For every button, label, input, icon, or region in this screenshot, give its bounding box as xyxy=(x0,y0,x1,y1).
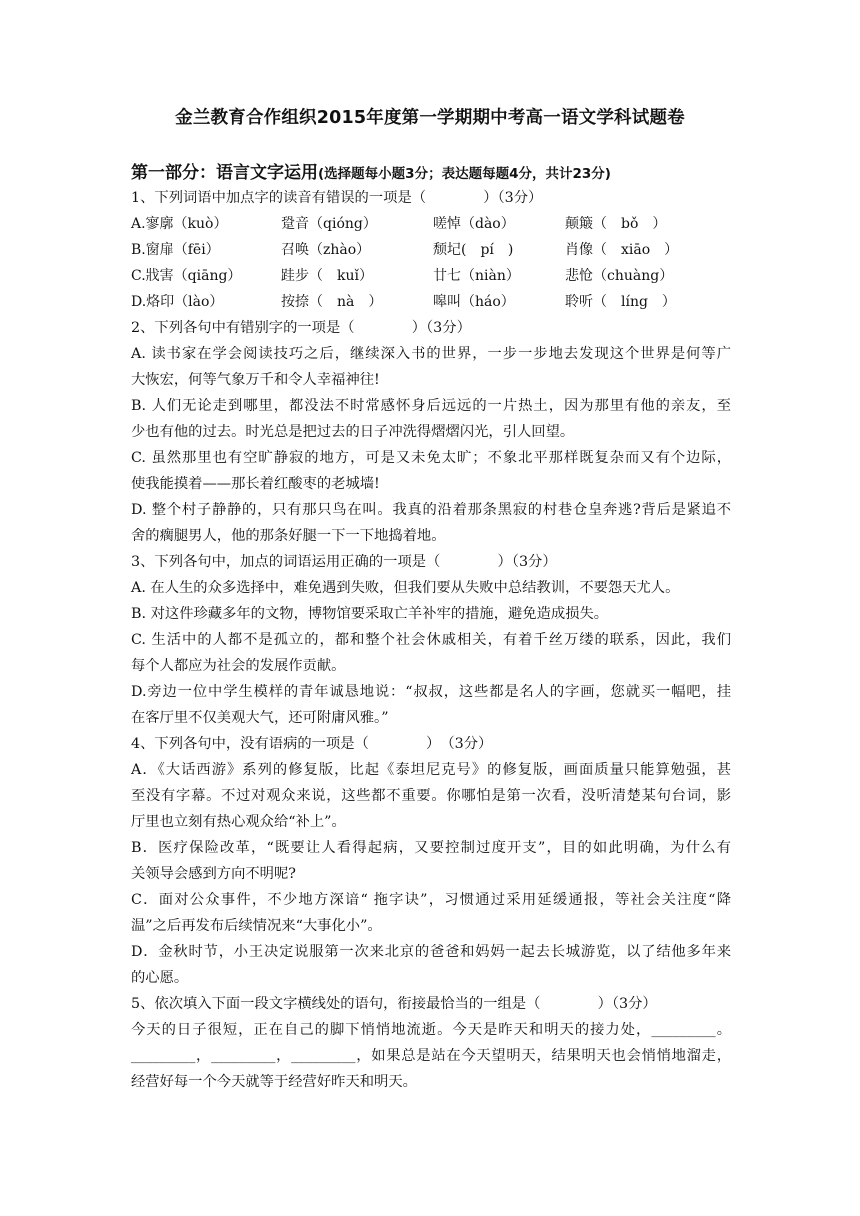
question-1-option-d xyxy=(131,289,731,315)
question-1-stem: 1、下列词语中加点字的读音有错误的一项是（ ）（3分） xyxy=(131,190,543,206)
option-item: 召唤（zhào） xyxy=(281,242,371,258)
option-item: 嗥叫（háo） xyxy=(433,294,515,310)
question-3-option-d: D.旁边一位中学生模样的青年诚恳地说：“叔叔，这些都是名人的字画，您就买一幅吧，挂 xyxy=(131,684,731,700)
option-item: 悲怆（chuàng） xyxy=(565,268,674,284)
section-title: 第一部分：语言文字运用 xyxy=(131,163,318,183)
question-1-option-b xyxy=(131,237,731,263)
option-item: 按捺（ nà ） xyxy=(281,294,383,310)
option-item: A.寥廓（kuò） xyxy=(131,216,228,232)
question-2-line: 舍的瘸腿男人，他的那条好腿一下一下地捣着地。 xyxy=(131,528,446,544)
question-3-stem: 3、下列各句中，加点的词语运用正确的一项是（ ）（3分） xyxy=(131,554,557,570)
question-4-line: 厅里也立刻有热心观众给“补上”。 xyxy=(131,814,346,830)
question-2-line: D. 整个村子静静的，只有那只鸟在叫。我真的沿着那条黑寂的村巷仓皇奔逃?背后是紧追不 xyxy=(131,502,731,518)
question-2-line: 少也有他的过去。时光总是把过去的日子冲洗得熠熠闪光，引人回望。 xyxy=(131,424,575,440)
question-5-line: _________，_________，_________，如果总是站在今天望明天，结果明天也会悄悄地溜走， xyxy=(131,1048,731,1064)
question-4-line: C．面对公众事件，不少地方深谙“ 拖字诀”，习惯通过采用延缓通报，等社会关注度“降 xyxy=(131,892,731,908)
question-4-line: 至没有字幕。不过对观众来说，这些都不重要。你哪怕是第一次看，没听清楚某句台词，影 xyxy=(131,788,731,804)
question-4-line: 温”之后再发布后续情况来“大事化小”。 xyxy=(131,918,382,934)
question-2-line: 使我能摸着——那长着红酸枣的老城墙! xyxy=(131,476,380,492)
question-4-line: D．金秋时节，小王决定说服第一次来北京的爸爸和妈妈一起去长城游览，以了结他多年来 xyxy=(131,944,731,960)
question-3-option-c-cont: 每个人都应为社会的发展作贡献。 xyxy=(131,658,346,674)
option-item: 聆听（ líng ） xyxy=(565,294,676,310)
question-3-option-b: B. 对这件珍藏多年的文物，博物馆要采取亡羊补牢的措施，避免造成损失。 xyxy=(131,606,609,622)
question-1-option-c xyxy=(131,263,731,289)
question-1-option-a xyxy=(131,211,731,237)
exam-title: 金兰教育合作组织2015年度第一学期期中考高一语文学科试题卷 xyxy=(175,108,685,128)
question-4-line: B．医疗保险改革，“既要让人看得起病，又要控制过度开支”，目的如此明确，为什么有 xyxy=(131,840,731,856)
section-heading xyxy=(131,158,611,183)
question-3-option-c: C. 生活中的人都不是孤立的，都和整个社会休戚相关，有着千丝万缕的联系，因此，我们 xyxy=(131,632,731,648)
option-item: 颠簸（ bǒ ） xyxy=(565,216,667,232)
question-2-stem: 2、下列各句中有错别字的一项是（ ）（3分） xyxy=(131,320,471,336)
option-item: 廿七（niàn） xyxy=(433,268,520,284)
option-item: 跫音（qióng） xyxy=(281,216,377,232)
question-5-line: 今天的日子很短，正在自己的脚下悄悄地流逝。今天是昨天和明天的接力处，_________。 xyxy=(131,1022,731,1038)
question-4-line: 的心愿。 xyxy=(131,970,189,986)
option-item: 颓圮( pí ) xyxy=(433,242,514,258)
question-4-line: 关领导会感到方向不明呢? xyxy=(131,866,296,882)
option-item: B.窗扉（fēi） xyxy=(131,242,220,258)
question-2-line: B. 人们无论走到哪里，都没法不时常感怀身后远远的一片热土，因为那里有他的亲友，至 xyxy=(131,398,731,414)
section-score-note: (选择题每小题3分；表达题每题4分，共计23分) xyxy=(318,166,611,182)
question-5-stem: 5、依次填入下面一段文字横线处的语句，衔接最恰当的一组是（ ）（3分） xyxy=(131,996,657,1012)
question-3-option-a: A. 在人生的众多选择中，难免遇到失败，但我们要从失败中总结教训，不要怨天尤人。 xyxy=(131,580,680,596)
question-4-stem: 4、下列各句中，没有语病的一项是（ ） （3分） xyxy=(131,736,493,752)
option-item: 跬步（ kuǐ） xyxy=(281,268,373,284)
question-2-line: 大恢宏，何等气象万千和令人幸福神往! xyxy=(131,372,380,388)
option-item: C.戕害（qiāng） xyxy=(131,268,242,284)
question-4-line: A．《大话西游》系列的修复版，比起《泰坦尼克号》的修复版，画面质量只能算勉强，甚 xyxy=(131,762,731,778)
question-2-line: C. 虽然那里也有空旷静寂的地方，可是又未免太旷；不象北平那样既复杂而又有个边际， xyxy=(131,450,731,466)
option-item: 嗟悼（dào） xyxy=(433,216,515,232)
option-item: D.烙印（lào） xyxy=(131,294,224,310)
question-3-option-d-cont: 在客厅里不仅美观大气，还可附庸风雅。” xyxy=(131,710,389,726)
question-2-line: A. 读书家在学会阅读技巧之后，继续深入书的世界，一步一步地去发现这个世界是何等广 xyxy=(131,346,731,362)
option-item: 肖像（ xiāo ） xyxy=(565,242,679,258)
question-5-line: 经营好每一个今天就等于经营好昨天和明天。 xyxy=(131,1074,417,1090)
questions-body xyxy=(131,185,731,1095)
